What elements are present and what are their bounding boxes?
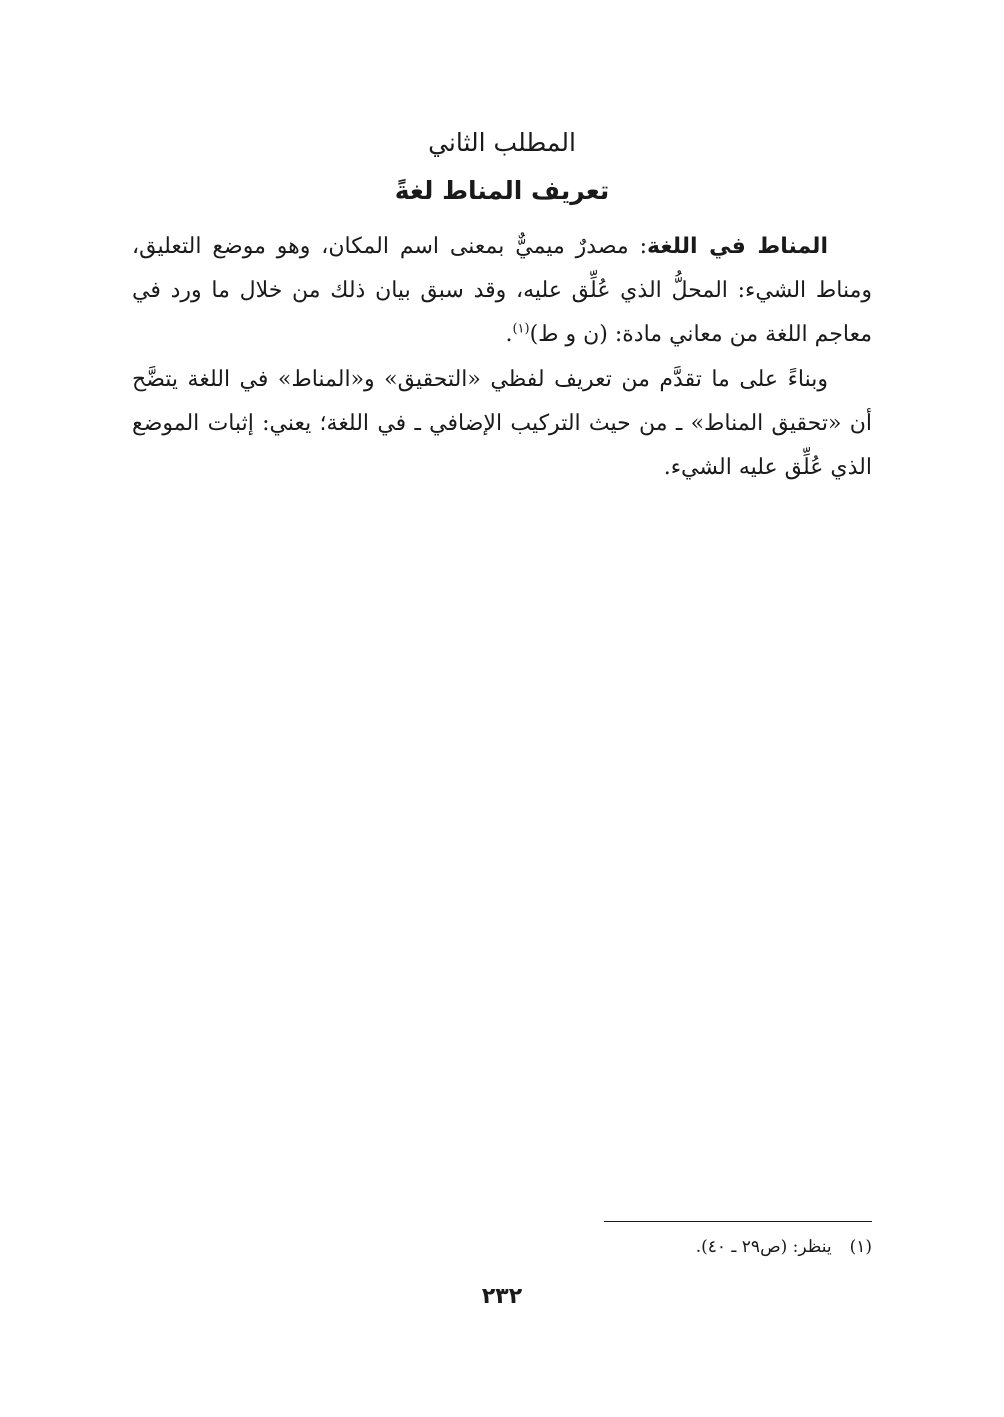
section-subtitle: تعريف المناط لغةً [394, 176, 610, 205]
paragraph-end: . [505, 322, 513, 347]
page-number: ٢٣٢ [481, 1284, 523, 1309]
paragraph-text: : مصدرٌ ميميٌّ بمعنى اسم المكان، وهو موضع التعليق، ومناط الشيء: المحلُّ الذي عُلِّق عليه، وقد سبق بيان ذلك من خلال ما ورد في معاجم اللغة من معاني مادة: (ن و ط) [132, 234, 872, 347]
footnote [132, 1233, 872, 1261]
paragraph-text: وبناءً على ما تقدَّم من تعريف لفظي «التحقيق» و«المناط» في اللغة يتضَّح أن «تحقيق المناط» ـ من حيث التركيب الإضافي ـ في اللغة؛ يعني: إثبات الموضع الذي عُلِّق عليه الشيء. [132, 367, 872, 480]
section-title: المطلب الثاني [428, 128, 576, 157]
footnote-text: ينظر: (ص٢٩ ـ ٤٠). [695, 1237, 832, 1257]
footnote-divider [604, 1221, 872, 1222]
defined-term: المناط في اللغة [647, 234, 828, 259]
footnote-number: (١) [849, 1237, 872, 1257]
paragraph-conclusion [132, 358, 872, 490]
footnote-reference[interactable]: (١) [512, 321, 530, 337]
paragraph-definition [132, 225, 872, 357]
